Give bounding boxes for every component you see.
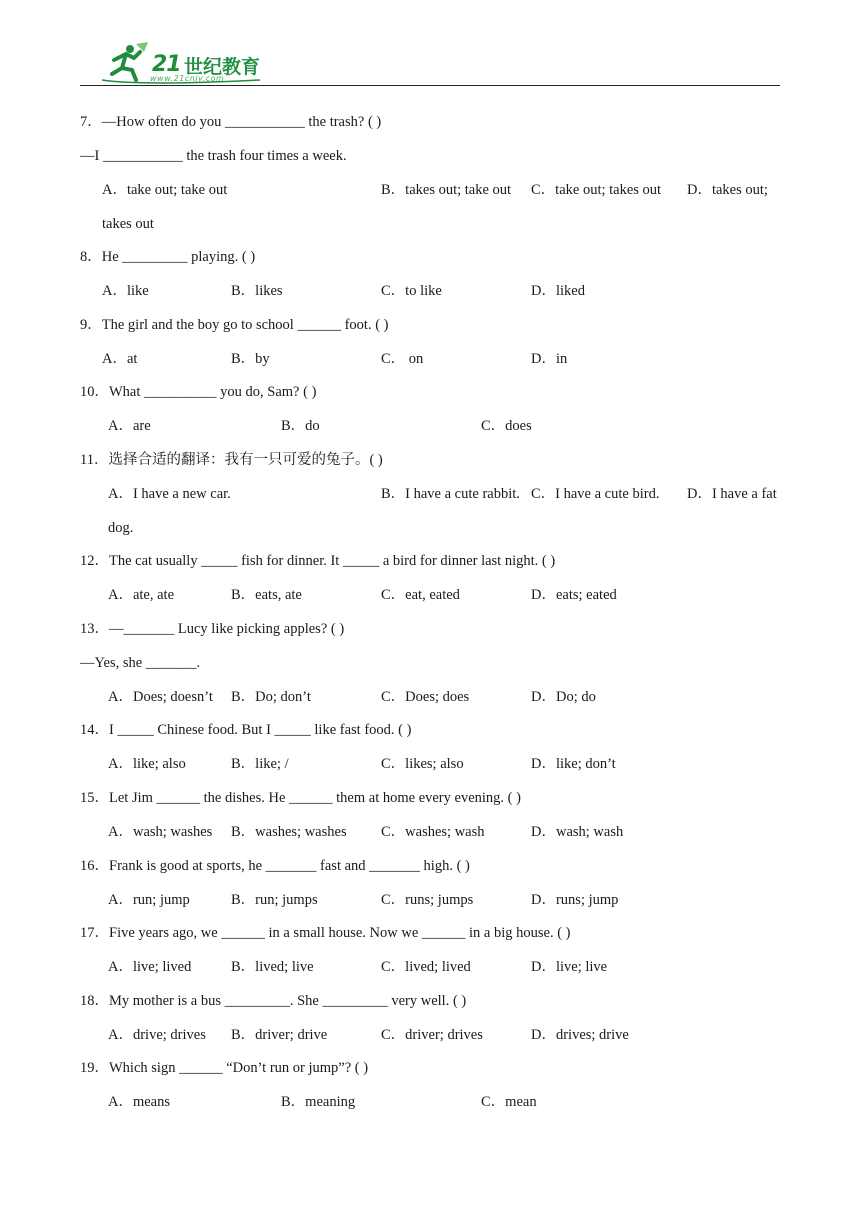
question-13-option-c: C．Does; does: [381, 689, 470, 705]
question-14-option-d: D．like; don’t: [531, 756, 616, 772]
logo-chinese-text: 世纪教育: [184, 56, 261, 78]
question-18-option-b: B．driver; drive: [231, 1027, 328, 1043]
question-8-option-b: B．likes: [231, 283, 283, 299]
logo-url: www.21cnjy.com: [150, 74, 225, 83]
question-13-option-d: D．Do; do: [531, 689, 596, 705]
logo-number: 21: [152, 52, 181, 77]
question-14-option-c: C．likes; also: [381, 756, 464, 772]
question-8-stem: 8．He _________ playing. ( ): [80, 249, 256, 265]
question-16-option-a: A．run; jump: [108, 892, 190, 908]
question-9-option-a: A．at: [102, 351, 138, 367]
question-15-option-b: B．washes; washes: [231, 824, 347, 840]
question-18-option-d: D．drives; drive: [531, 1027, 629, 1043]
question-8-option-a: A．like: [102, 283, 149, 299]
header-divider: [80, 85, 780, 86]
question-9-option-c: C． on: [381, 351, 424, 367]
question-16-option-c: C．runs; jumps: [381, 892, 474, 908]
question-14-stem: 14．I _____ Chinese food. But I _____ like fast food. ( ): [80, 722, 412, 738]
question-15-option-a: A．wash; washes: [108, 824, 213, 840]
question-10-option-a: A．are: [108, 418, 151, 434]
question-13-answer-line: —Yes, she _______.: [80, 655, 201, 671]
question-7-option-b: B．takes out; take out: [381, 182, 512, 198]
question-19-option-b: B．meaning: [281, 1094, 356, 1110]
question-7-option-d-wrap: takes out: [102, 216, 154, 232]
question-9-option-b: B．by: [231, 351, 270, 367]
question-9-stem: 9．The girl and the boy go to school ______ foot. ( ): [80, 317, 389, 333]
question-12-option-c: C．eat, eated: [381, 587, 460, 603]
question-13-stem: 13．—_______ Lucy like picking apples? ( ): [80, 621, 345, 637]
page-header: [0, 0, 860, 90]
question-13-option-b: B．Do; don’t: [231, 689, 311, 705]
question-19-option-c: C．mean: [481, 1094, 537, 1110]
question-13-option-a: A．Does; doesn’t: [108, 689, 213, 705]
question-15-stem: 15．Let Jim ______ the dishes. He ______ them at home every evening. ( ): [80, 790, 521, 806]
question-12-option-a: A．ate, ate: [108, 587, 175, 603]
question-16-option-d: D．runs; jump: [531, 892, 619, 908]
question-19-option-a: A．means: [108, 1094, 171, 1110]
question-14-option-b: B．like; /: [231, 756, 289, 772]
question-8-option-c: C．to like: [381, 283, 442, 299]
question-12-stem: 12．The cat usually _____ fish for dinner. It _____ a bird for dinner last night. ( ): [80, 553, 556, 569]
question-11-option-b: B．I have a cute rabbit.: [381, 486, 520, 502]
question-11-option-a: A．I have a new car.: [108, 486, 231, 502]
question-18-option-c: C．driver; drives: [381, 1027, 483, 1043]
question-14-option-a: A．like; also: [108, 756, 186, 772]
question-11-option-d: D．I have a fat: [687, 486, 777, 502]
logo: [100, 40, 270, 86]
question-8-option-d: D．liked: [531, 283, 585, 299]
question-12-option-d: D．eats; eated: [531, 587, 617, 603]
question-17-stem: 17．Five years ago, we ______ in a small house. Now we ______ in a big house. ( ): [80, 925, 571, 941]
question-16-option-b: B．run; jumps: [231, 892, 318, 908]
question-7-option-a: A．take out; take out: [102, 182, 228, 198]
question-10-stem: 10．What __________ you do, Sam? ( ): [80, 384, 317, 400]
question-7-stem: 7．—How often do you ___________ the trash? ( ): [80, 114, 382, 130]
question-15-option-d: D．wash; wash: [531, 824, 624, 840]
question-12-option-b: B．eats, ate: [231, 587, 302, 603]
question-17-option-c: C．lived; lived: [381, 959, 471, 975]
question-11-option-d-wrap: dog.: [108, 520, 134, 536]
question-15-option-c: C．washes; wash: [381, 824, 485, 840]
question-11-option-c: C．I have a cute bird.: [531, 486, 660, 502]
question-10-option-c: C．does: [481, 418, 532, 434]
question-7-option-c: C．take out; takes out: [531, 182, 662, 198]
question-7-answer-line: —I ___________ the trash four times a week.: [80, 148, 347, 164]
question-17-option-d: D．live; live: [531, 959, 608, 975]
question-10-option-b: B．do: [281, 418, 320, 434]
question-7-option-d: D．takes out;: [687, 182, 768, 198]
question-18-stem: 18．My mother is a bus _________. She _________ very well. ( ): [80, 993, 467, 1009]
question-9-option-d: D．in: [531, 351, 568, 367]
question-19-stem: 19．Which sign ______ “Don’t run or jump”? ( ): [80, 1060, 369, 1076]
question-11-stem: 11．选择合适的翻译：我有一只可爱的兔子。( ): [80, 452, 383, 468]
question-18-option-a: A．drive; drives: [108, 1027, 206, 1043]
question-17-option-a: A．live; lived: [108, 959, 192, 975]
question-16-stem: 16．Frank is good at sports, he _______ fast and _______ high. ( ): [80, 858, 470, 874]
question-17-option-b: B．lived; live: [231, 959, 314, 975]
